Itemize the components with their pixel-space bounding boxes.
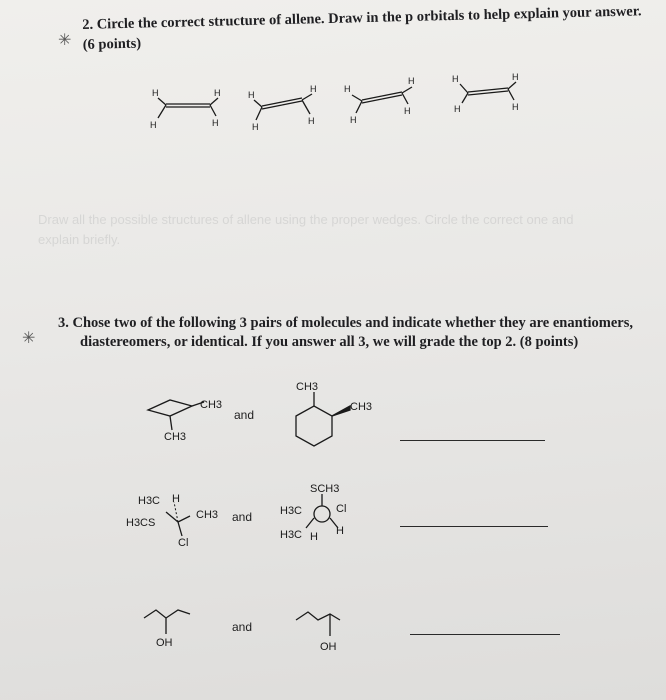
question-3-line-1: Chose two of the following 3 pairs of molecules and indicate whether they are enantiomers, (72, 315, 633, 331)
pair-2-left-h3cs: H3CS (126, 517, 156, 529)
pair-2-right-h3c-bottom: H3C (280, 529, 303, 541)
pair-3-right-molecule (292, 600, 372, 670)
pair-2-left-h3c: H3C (138, 495, 161, 507)
pair-2-left-h: H (172, 493, 180, 505)
pair-3-right-oh: OH (320, 641, 337, 653)
pair-1-left-ch3-bottom: CH3 (164, 431, 187, 443)
allene-1-h-bottom-right: H (212, 118, 219, 128)
allene-structure-4 (460, 82, 516, 103)
pair-1-right-molecule (278, 378, 398, 468)
pair-2-and: and (232, 510, 253, 524)
allene-4-h-bottom-right: H (512, 102, 519, 112)
question-2-number: 2. (82, 16, 94, 33)
allene-3-h-top-left: H (344, 84, 351, 94)
allene-structure-2 (254, 94, 312, 120)
pair-2-right-cl: Cl (336, 503, 347, 515)
allene-1-h-bottom-left: H (150, 120, 157, 130)
pair-2-left-cl: Cl (178, 537, 189, 549)
allene-1-h-top-left: H (152, 88, 159, 98)
pair-2-answer-line[interactable] (400, 526, 548, 527)
allene-structures (0, 70, 666, 220)
faint-bleed-through-text: Draw all the possible structures of allene using the proper wedges. Circle the correct one and explain briefly. (38, 212, 574, 247)
pair-1-answer-line[interactable] (400, 440, 545, 441)
allene-1-h-top-right: H (214, 88, 221, 98)
asterisk-mark-q3: ✳ (22, 330, 36, 347)
pair-3-answer-line[interactable] (410, 634, 560, 635)
allene-2-h-bottom-right: H (308, 116, 315, 126)
pair-3-and: and (232, 620, 253, 634)
pair-2-left-ch3: CH3 (196, 509, 219, 521)
allene-2-h-top-left: H (248, 90, 255, 100)
pair-2-right-h-bottom: H (310, 531, 318, 543)
question-2-prompt: Circle the correct structure of allene. Draw in the p orbitals to help explain your answer. (6 points) (82, 3, 642, 53)
allene-2-h-bottom-left: H (252, 122, 259, 132)
pair-1-right-ch3-side: CH3 (350, 401, 373, 413)
question-3-number: 3. (58, 315, 69, 331)
allene-structure-3 (352, 87, 412, 113)
pair-2-right-sch3: SCH3 (310, 483, 340, 495)
pair-2-right-h3c-top: H3C (280, 505, 303, 517)
allene-structure-1 (158, 98, 218, 118)
allene-3-h-bottom-right: H (404, 106, 411, 116)
allene-4-h-bottom-left: H (454, 104, 461, 114)
pair-1-left-ch3-top: CH3 (200, 399, 223, 411)
pair-1-right-ch3-top: CH3 (296, 381, 319, 393)
question-2-text (82, 1, 643, 55)
asterisk-mark-q2: ✳ (58, 32, 72, 49)
pair-2-right-molecule (270, 478, 390, 568)
question-3-text (58, 314, 658, 352)
pair-2-right-h-side: H (336, 525, 344, 537)
question-3-line-2: diastereomers, or identical. If you answer all 3, we will grade the top 2. (8 points) (80, 334, 579, 350)
pair-3-left-molecule (140, 598, 220, 668)
pair-1-and: and (234, 408, 255, 422)
allene-3-h-top-right: H (408, 76, 415, 86)
allene-4-h-top-left: H (452, 74, 459, 84)
allene-2-h-top-right: H (310, 84, 317, 94)
allene-3-h-bottom-left: H (350, 115, 357, 125)
allene-4-h-top-right: H (512, 72, 519, 82)
pair-3-left-oh: OH (156, 637, 173, 649)
